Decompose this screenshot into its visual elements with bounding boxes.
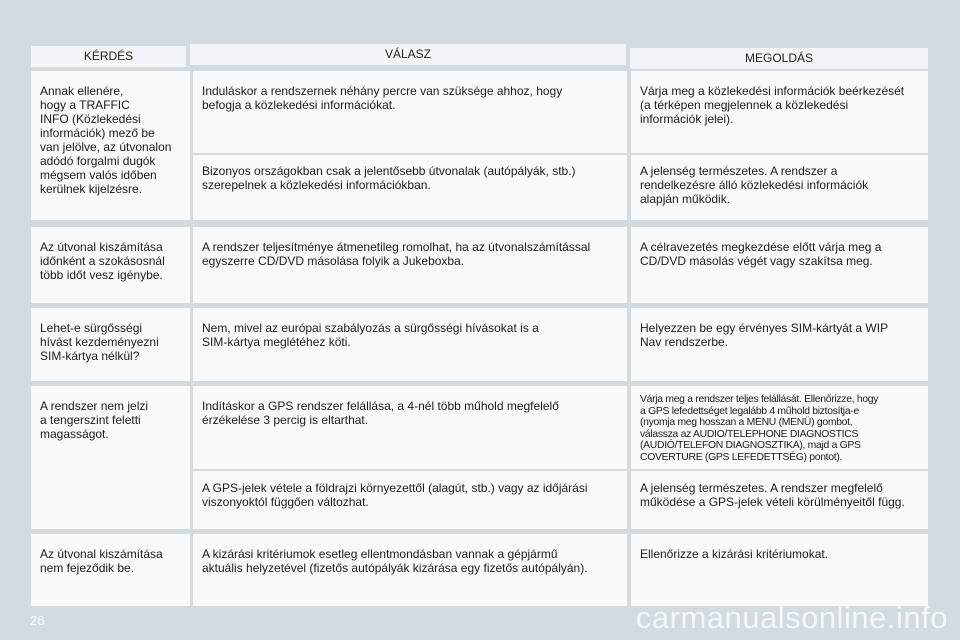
answer-cell: A rendszer teljesítménye átmenetileg romolhat, ha az útvonalszámítással egyszerre CD/DVD másolása folyik a Jukeboxba. [193, 227, 627, 303]
solution-cell: Ellenőrizze a kizárási kritériumokat. [631, 534, 928, 606]
question-cell: Az útvonal kiszámítása nem fejeződik be. [31, 534, 190, 606]
question-cell: Lehet-e sürgősségi hívást kezdeményezni SIM-kártya nélkül? [31, 308, 190, 381]
question-cell: Az útvonal kiszámítása időnként a szokásosnál több időt vesz igénybe. [31, 227, 190, 303]
page-number: 26 [30, 613, 45, 628]
header-answer: VÁLASZ [190, 44, 626, 65]
answer-cell: Induláskor a rendszernek néhány percre van szüksége ahhoz, hogy befogja a közlekedési információkat. [193, 71, 627, 153]
solution-cell: A jelenség természetes. A rendszer megfelelő működése a GPS-jelek vételi körülményeitől függ. [631, 471, 928, 529]
solution-cell: A célravezetés megkezdése előtt várja meg a CD/DVD másolás végét vagy szakítsa meg. [631, 227, 928, 303]
solution-cell: A jelenség természetes. A rendszer a rendelkezésre álló közlekedési információk alapján működik. [631, 155, 928, 220]
header-question: KÉRDÉS [31, 46, 186, 67]
answer-cell: A GPS-jelek vétele a földrajzi környezettől (alagút, stb.) vagy az időjárási viszonyoktól függően változhat. [193, 471, 627, 529]
solution-cell: Várja meg a közlekedési információk beérkezését (a térképen megjelennek a közlekedési információk jelei). [631, 71, 928, 153]
header-solution: MEGOLDÁS [630, 48, 928, 69]
answer-cell: Nem, mivel az európai szabályozás a sürgősségi hívásokat is a SIM-kártya meglétéhez köti. [193, 308, 627, 381]
watermark: carmanualsonline.info [635, 600, 948, 635]
answer-cell: Bizonyos országokban csak a jelentősebb útvonalak (autópályák, stb.) szerepelnek a közlekedési információkban. [193, 155, 627, 220]
question-cell: A rendszer nem jelzi a tengerszint feletti magasságot. [31, 386, 190, 529]
answer-cell: A kizárási kritériumok esetleg ellentmondásban vannak a gépjármű aktuális helyzetével (fizetős autópályák kizárása egy fizetős autópályán). [193, 534, 627, 606]
question-cell: Annak ellenére, hogy a TRAFFIC INFO (Közlekedési információk) mező be van jelölve, az útvonalon adódó forgalmi dugók mégsem valós időben kerülnek kijelzésre. [31, 71, 190, 220]
answer-cell: Indításkor a GPS rendszer felállása, a 4-nél több műhold megfelelő érzékelése 3 percig is eltarthat. [193, 386, 627, 469]
solution-cell: Várja meg a rendszer teljes felállását. Ellenőrizze, hogy a GPS lefedettséget legalább 4 műhold biztosítja-e (nyomja meg hosszan a MENU (MENÜ) gombot, válassza az AUDIO/TELEPHONE DIAGNOSTICS (AUDIÓ/TELEFON DIAGNOSZTIKA), majd a GPS COVERTURE (GPS LEFEDETTSÉG) pontot). [631, 386, 928, 469]
solution-cell: Helyezzen be egy érvényes SIM-kártyát a WIP Nav rendszerbe. [631, 308, 928, 381]
